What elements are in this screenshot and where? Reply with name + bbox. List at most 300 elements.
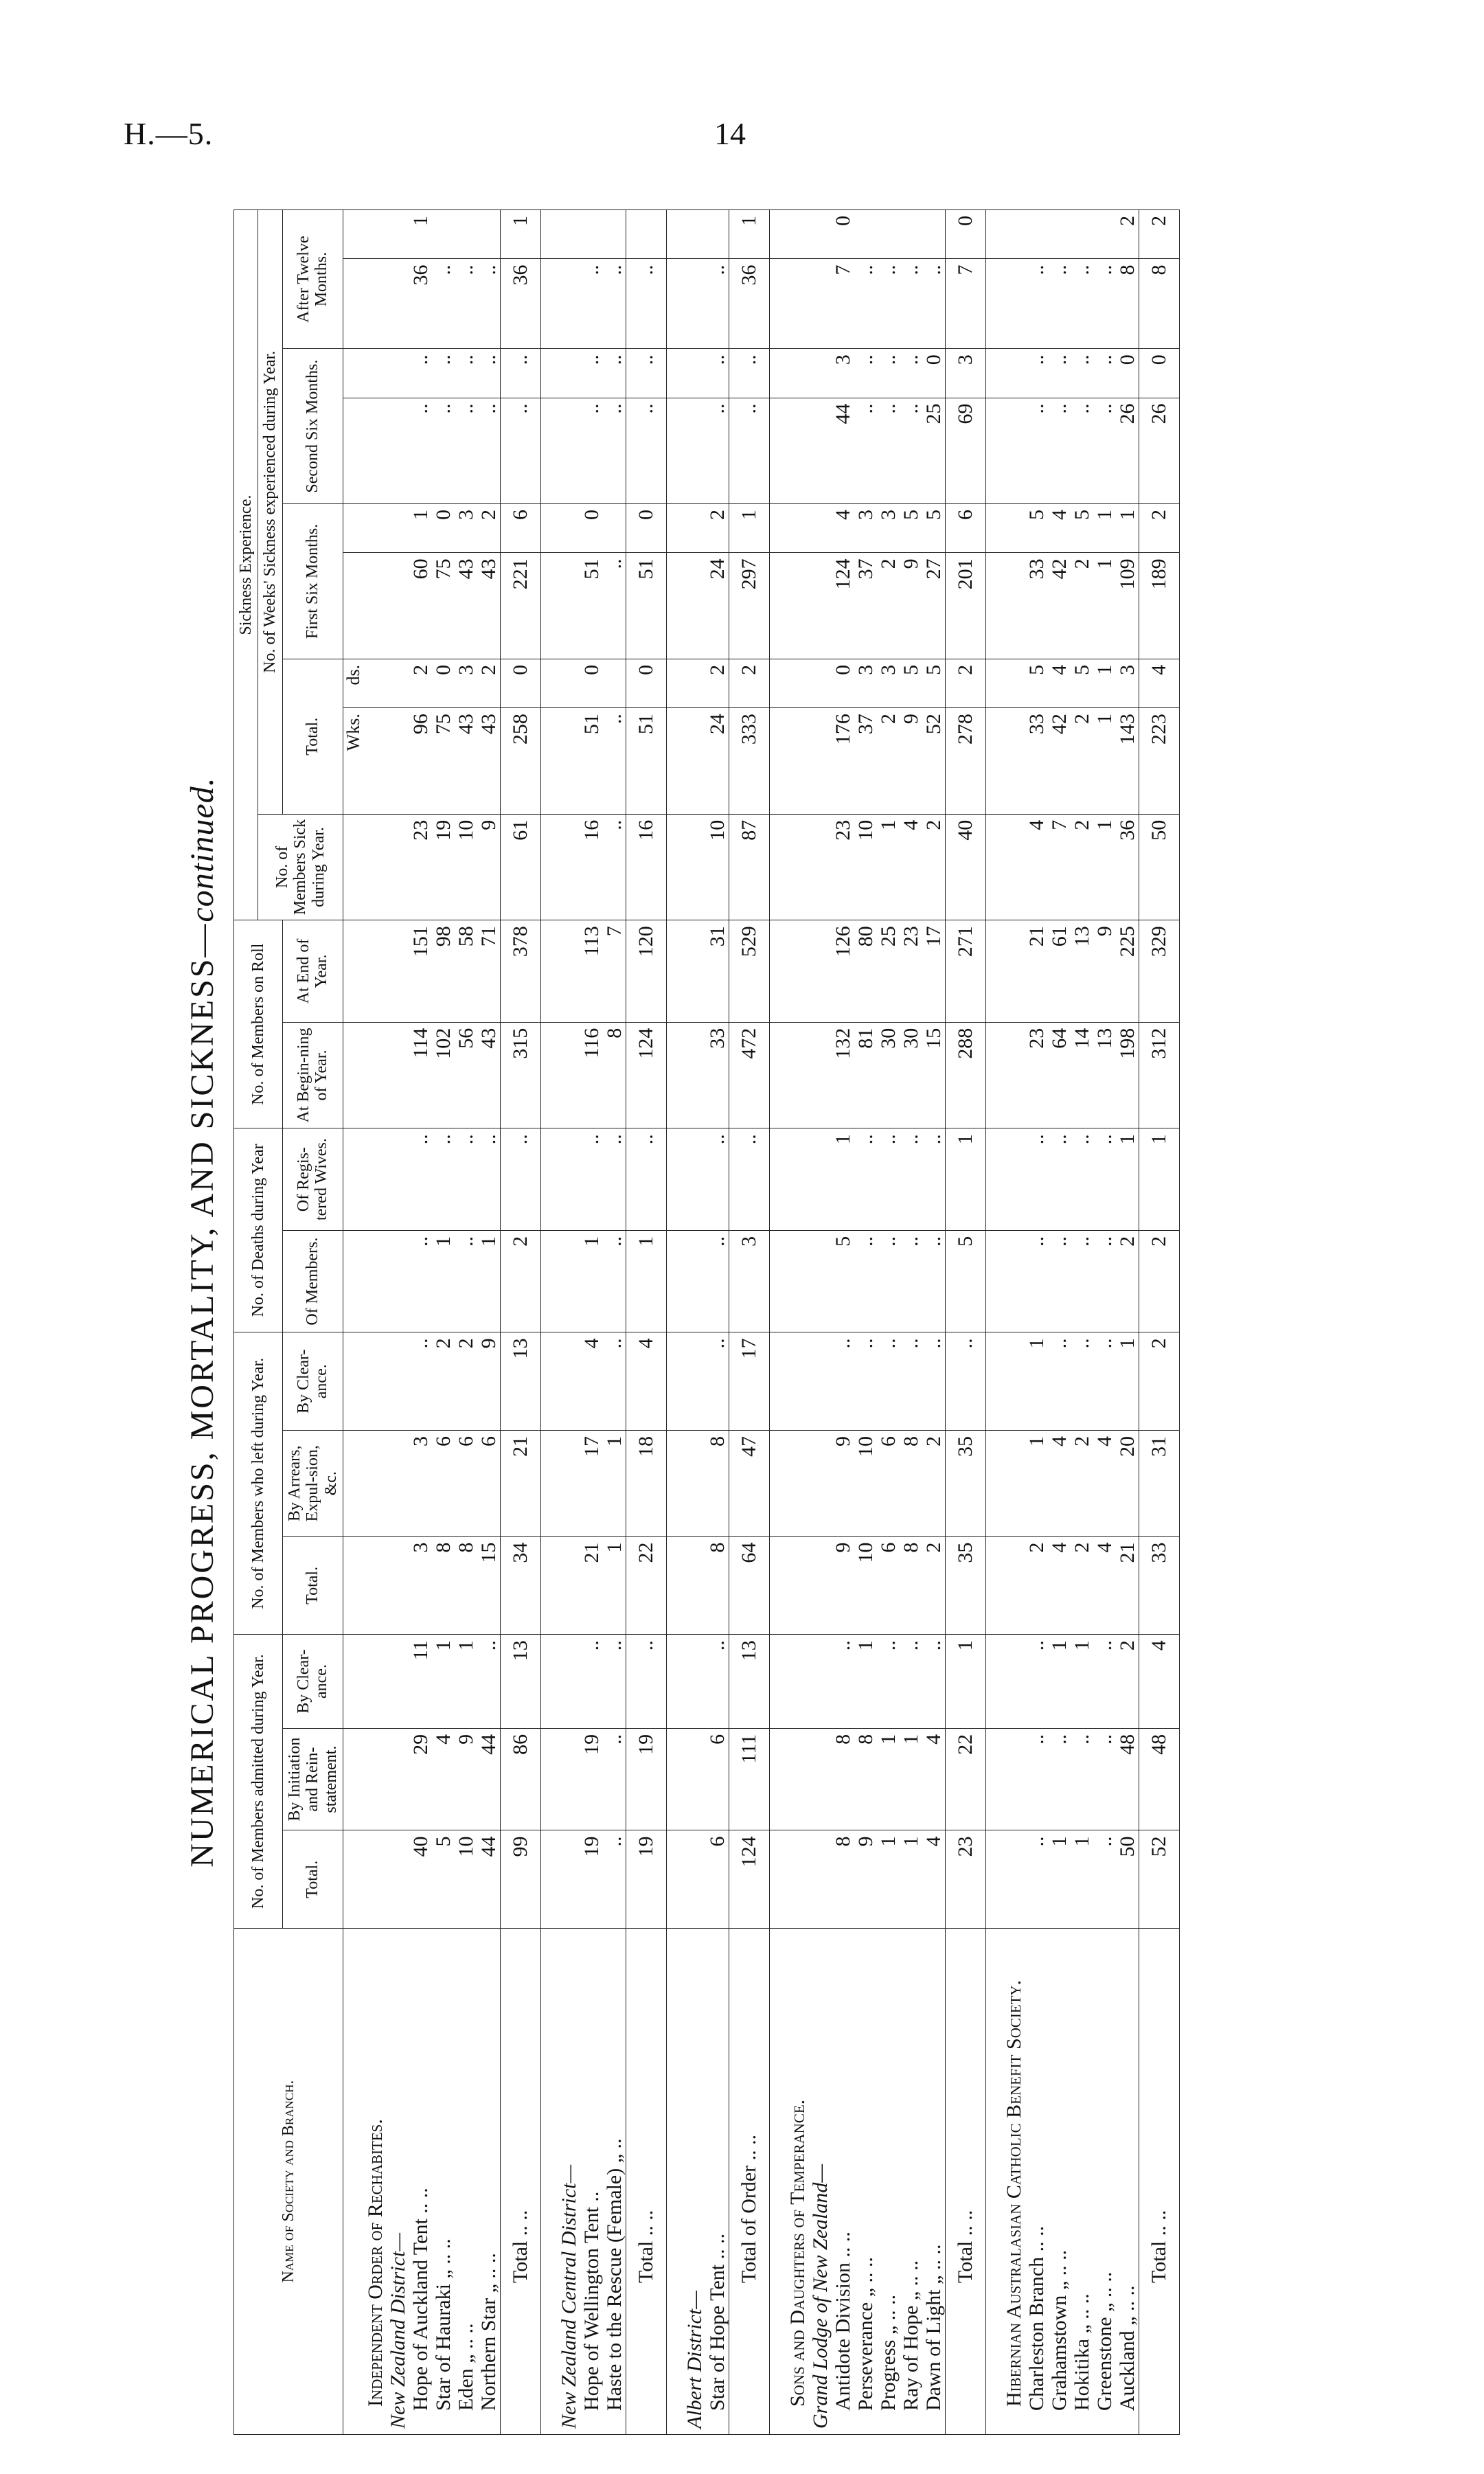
cell: 35 [945,1431,985,1537]
row-name: Star of Hauraki „ .. .. [432,1929,455,2435]
cell: 43 [477,553,501,659]
cell: .. [603,349,626,398]
cell: .. [455,259,477,349]
cell: .. [477,1128,501,1231]
cell: 258 [500,708,540,815]
cell: 2 [945,659,985,707]
cell [809,1332,832,1431]
cell [1003,1431,1025,1537]
cell [985,1230,1003,1332]
table-row [603,210,626,2435]
cell: .. [477,398,501,504]
col-header-roll-end: At End of Year. [282,920,343,1023]
document-reference: H.—5. [124,116,214,151]
cell: 24 [706,553,729,659]
cell: 75 [432,553,455,659]
cell [786,259,809,349]
cell [666,1230,683,1332]
cell: 8 [832,1830,854,1929]
cell: 42 [1048,708,1071,815]
cell: .. [832,1332,854,1431]
cell: 3 [854,504,877,553]
table-row [706,210,729,2435]
cell: .. [477,1635,501,1729]
cell: 8 [432,1536,455,1635]
cell: 24 [706,708,729,815]
cell: .. [877,1332,900,1431]
row-name: Albert District— [683,1929,706,2435]
cell: .. [706,349,729,398]
cell: 278 [945,708,985,815]
cell [769,708,786,815]
cell: 33 [1025,708,1048,815]
cell: 31 [706,920,729,1023]
cell [809,1022,832,1128]
cell: 19 [626,1830,666,1929]
cell: 1 [1116,1128,1139,1231]
cell: .. [706,1635,729,1729]
cell: .. [1025,398,1048,504]
cell: 11 [409,1635,432,1729]
cell: 5 [1025,504,1048,553]
cell [540,504,558,553]
col-header-weeks-after: After Twelve Months. [282,210,343,349]
cell [683,553,706,659]
cell: 19 [432,814,455,920]
unit-days: ds. [343,659,364,707]
cell [364,1728,387,1830]
col-header-name: Name of Society and Branch. [234,1929,343,2435]
cell: 6 [877,1431,900,1537]
row-name: Dawn of Light „ .. .. [922,1929,946,2435]
cell [364,210,387,259]
cell: 23 [945,1830,985,1929]
cell: 25 [877,920,900,1023]
cell: 30 [877,1022,900,1128]
cell [683,1230,706,1332]
cell: 8 [706,1431,729,1537]
cell: .. [500,398,540,504]
cell: 4 [922,1830,946,1929]
cell: .. [706,1230,729,1332]
cell: .. [1093,1230,1116,1332]
cell: .. [455,1128,477,1231]
cell: 1 [409,210,432,259]
cell [540,1022,558,1128]
cell [387,349,409,398]
cell [809,1536,832,1635]
cell [540,659,558,707]
cell: 2 [1071,708,1093,815]
cell [769,1830,786,1929]
cell: 50 [1116,1830,1139,1929]
cell: 86 [500,1728,540,1830]
cell: 81 [854,1022,877,1128]
cell [558,659,580,707]
cell [1003,920,1025,1023]
cell: 44 [832,398,854,504]
cell [387,1332,409,1431]
table-total-row [1139,210,1179,2435]
cell: 1 [1025,1431,1048,1537]
cell: 1 [500,210,540,259]
cell [786,349,809,398]
cell: 4 [1048,1431,1071,1537]
page-number: 14 [714,116,746,151]
table-section-row [558,210,580,2435]
cell [558,1728,580,1830]
cell: .. [1048,349,1071,398]
cell [558,1830,580,1929]
cell: 1 [877,814,900,920]
cell: 2 [877,708,900,815]
row-name: Hokitika „ .. .. [1071,1929,1093,2435]
cell: 17 [580,1431,603,1537]
cell: .. [1025,259,1048,349]
cell [769,1536,786,1635]
cell: 19 [580,1728,603,1830]
cell: 15 [922,1022,946,1128]
cell [558,1431,580,1537]
cell: 9 [900,553,922,659]
cell: .. [1093,398,1116,504]
cell [1071,210,1093,259]
cell: .. [580,1128,603,1231]
cell [387,1536,409,1635]
cell: 71 [477,920,501,1023]
cell [809,814,832,920]
cell: 1 [832,1128,854,1231]
cell: 3 [729,1230,769,1332]
cell: 124 [729,1830,769,1929]
cell [683,1728,706,1830]
cell [558,1230,580,1332]
table-section-row [683,210,706,2435]
cell [666,1728,683,1830]
cell [985,708,1003,815]
row-name: Perseverance „ .. .. [854,1929,877,2435]
cell: 1 [729,210,769,259]
cell: .. [1071,349,1093,398]
table-section-row [1003,210,1025,2435]
cell: 1 [877,1728,900,1830]
cell: .. [409,398,432,504]
row-name: Charleston Branch .. .. [1025,1929,1048,2435]
cell: 33 [706,1022,729,1128]
cell: 2 [500,1230,540,1332]
cell [1003,504,1025,553]
cell [558,553,580,659]
cell: 30 [900,1022,922,1128]
cell [540,1230,558,1332]
row-name: Total .. .. [1139,1929,1179,2435]
cell: 4 [1093,1431,1116,1537]
cell: .. [1071,398,1093,504]
cell: 61 [1048,920,1071,1023]
cell [1003,659,1025,707]
cell [540,259,558,349]
cell [900,210,922,259]
cell: .. [877,398,900,504]
cell: 6 [477,1431,501,1537]
row-name [985,1929,1003,2435]
cell: 9 [455,1728,477,1830]
cell: 64 [729,1536,769,1635]
table-row [432,210,455,2435]
col-header-left-total: Total. [282,1536,343,1635]
table-row [1048,210,1071,2435]
cell: 43 [477,1022,501,1128]
cell: 529 [729,920,769,1023]
cell: 23 [900,920,922,1023]
cell: .. [854,259,877,349]
row-name: Total .. .. [626,1929,666,2435]
cell: .. [1025,1128,1048,1231]
cell: 34 [500,1536,540,1635]
cell [666,1128,683,1231]
cell: 0 [1116,349,1139,398]
cell: 9 [477,1332,501,1431]
cell: 1 [603,1431,626,1537]
cell [666,1332,683,1431]
cell: 1 [729,504,769,553]
cell: 10 [854,1431,877,1537]
cell: 0 [580,659,603,707]
cell [854,210,877,259]
cell: .. [477,349,501,398]
row-name: Grahamstown „ .. .. [1048,1929,1071,2435]
cell: 1 [1048,1830,1071,1929]
cell: 378 [500,920,540,1023]
cell: .. [626,1635,666,1729]
cell: 52 [1139,1830,1179,1929]
cell: 96 [409,708,432,815]
cell: 4 [580,1332,603,1431]
cell: 40 [409,1830,432,1929]
cell: 6 [455,1431,477,1537]
cell: 13 [500,1332,540,1431]
cell [809,210,832,259]
cell [1003,708,1025,815]
spacer-row [666,210,683,2435]
cell: 10 [854,1536,877,1635]
cell: .. [832,1635,854,1729]
cell: 22 [945,1728,985,1830]
cell [769,398,786,504]
cell: 13 [500,1635,540,1729]
cell: .. [580,349,603,398]
cell: 1 [1093,659,1116,707]
cell: 0 [580,504,603,553]
cell [769,1128,786,1231]
cell: .. [1048,398,1071,504]
cell: 36 [729,259,769,349]
cell: 51 [626,553,666,659]
cell: 52 [922,708,946,815]
cell [1003,1536,1025,1635]
cell: .. [432,398,455,504]
cell [786,1431,809,1537]
cell: 37 [854,553,877,659]
cell: 10 [455,1830,477,1929]
cell: 4 [432,1728,455,1830]
cell [1003,259,1025,349]
cell [666,1830,683,1929]
cell: 10 [455,814,477,920]
cell: 1 [432,1230,455,1332]
cell: .. [455,398,477,504]
cell [387,210,409,259]
cell: 6 [500,504,540,553]
cell: 0 [832,659,854,707]
col-header-admitted: No. of Members admitted during Year. [234,1635,283,1929]
row-name: New Zealand Central District— [558,1929,580,2435]
cell: 48 [1139,1728,1179,1830]
cell: 5 [1071,659,1093,707]
cell [786,1230,809,1332]
table-title [179,209,227,2435]
cell [683,210,706,259]
cell: 1 [603,1536,626,1635]
cell: 1 [1139,1128,1179,1231]
cell [1003,1332,1025,1431]
cell [540,708,558,815]
cell: 3 [877,659,900,707]
cell: 1 [945,1635,985,1729]
cell: 315 [500,1022,540,1128]
cell: 151 [409,920,432,1023]
cell [455,210,477,259]
table-body [364,210,1180,2435]
cell: 50 [1139,814,1179,920]
cell [364,814,387,920]
cell: 4 [832,504,854,553]
cell: 1 [455,1635,477,1729]
cell [666,398,683,504]
cell: 9 [832,1536,854,1635]
cell: 33 [1025,553,1048,659]
cell: 87 [729,814,769,920]
cell [540,1332,558,1431]
spacer-row [769,210,786,2435]
cell: .. [900,1230,922,1332]
cell: 7 [1048,814,1071,920]
cell [364,1431,387,1537]
cell [364,659,387,707]
cell: 2 [1071,814,1093,920]
cell: 7 [603,920,626,1023]
cell: 1 [1071,1830,1093,1929]
cell [1003,210,1025,259]
cell: 2 [1071,553,1093,659]
cell: 114 [409,1022,432,1128]
cell: 3 [409,1431,432,1537]
cell: .. [1025,1635,1048,1729]
cell [540,1830,558,1929]
cell: 25 [922,398,946,504]
cell [666,1536,683,1635]
cell: 1 [580,1230,603,1332]
cell [558,1022,580,1128]
cell: .. [922,1128,946,1231]
cell: 56 [455,1022,477,1128]
cell [786,1728,809,1830]
cell [786,210,809,259]
cell: 271 [945,920,985,1023]
cell [786,398,809,504]
cell: .. [603,553,626,659]
cell [922,210,946,259]
cell: 13 [729,1635,769,1729]
cell: .. [922,1635,946,1729]
col-header-weeks-second: Second Six Months. [282,349,343,504]
cell: .. [1093,1728,1116,1830]
cell: 2 [922,1536,946,1635]
col-header-left-clearance: By Clear-ance. [282,1332,343,1431]
cell: 51 [626,708,666,815]
cell: .. [1025,1230,1048,1332]
cell: .. [1048,1230,1071,1332]
cell [786,1128,809,1231]
cell [1003,1230,1025,1332]
cell [769,659,786,707]
cell: .. [1071,259,1093,349]
cell: 329 [1139,920,1179,1023]
cell [985,210,1003,259]
cell: 0 [626,659,666,707]
cell: 22 [626,1536,666,1635]
cell: 6 [706,1728,729,1830]
cell: 1 [1116,1332,1139,1431]
cell: 2 [729,659,769,707]
cell [387,553,409,659]
cell [786,553,809,659]
cell: .. [854,398,877,504]
cell: 2 [1139,1230,1179,1332]
cell: .. [877,1635,900,1729]
cell [364,708,387,815]
cell: 4 [900,814,922,920]
cell: .. [1093,259,1116,349]
cell: 116 [580,1022,603,1128]
cell: .. [477,259,501,349]
cell: .. [854,349,877,398]
cell: 8 [854,1728,877,1830]
cell [809,553,832,659]
cell [580,210,603,259]
cell: 5 [832,1230,854,1332]
unit-weeks: Wks. [343,708,364,815]
table-row [455,210,477,2435]
cell: 33 [1139,1536,1179,1635]
cell: 1 [854,1635,877,1729]
cell [985,398,1003,504]
cell: 1 [1093,553,1116,659]
cell: 120 [626,920,666,1023]
cell [809,708,832,815]
cell [1003,553,1025,659]
cell [809,1128,832,1231]
cell: 1 [1093,814,1116,920]
cell [387,1431,409,1537]
cell: 10 [706,814,729,920]
cell: 2 [1116,210,1139,259]
cell: 8 [832,1728,854,1830]
cell [809,1830,832,1929]
cell: 5 [922,504,946,553]
cell [364,259,387,349]
cell [683,1431,706,1537]
